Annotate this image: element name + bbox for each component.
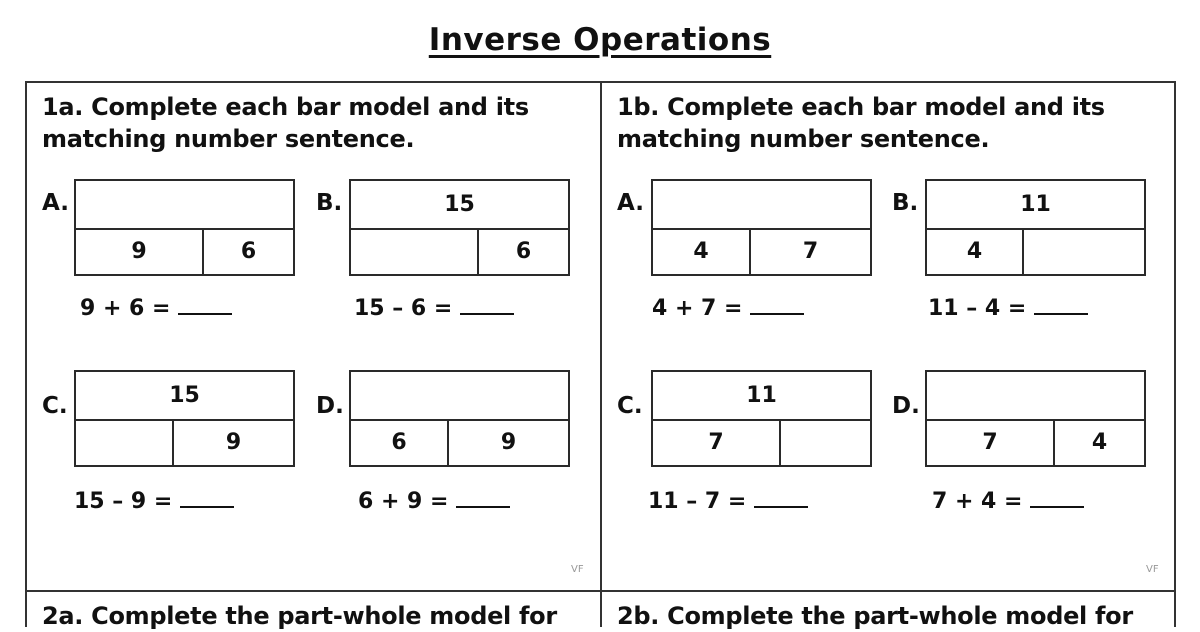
bar-part-cell[interactable]: 9 [131,238,147,264]
answer-blank[interactable] [750,299,804,315]
number-sentence: 11 – 7 = [648,489,808,514]
grid-center-divider [600,81,602,627]
bar-model [925,179,1146,276]
question-text-2a: 2a. Complete the part-whole model for [42,602,557,630]
bar-part-cell[interactable]: 6 [391,429,407,455]
model-letter: D. [892,393,920,419]
bar-whole-cell[interactable]: 11 [1020,192,1051,217]
bar-part-cell[interactable]: 7 [749,228,870,274]
bar-whole-cell[interactable] [351,372,568,419]
answer-blank[interactable] [180,492,234,508]
page-title: Inverse Operations [428,22,772,58]
model-letter: A. [617,190,644,216]
bar-model [925,370,1146,467]
question-text: 1a. Complete each bar model and its matching number sentence. [42,93,529,153]
vf-mark: VF [1146,564,1159,575]
model-letter: D. [316,393,344,419]
bar-part-cell[interactable]: 4 [693,238,709,264]
bar-model [74,179,295,276]
bar-part-cell[interactable] [351,228,477,274]
answer-blank[interactable] [456,492,510,508]
model-letter: B. [316,190,343,216]
bar-whole-cell[interactable]: 15 [444,192,475,217]
bar-part-cell[interactable]: 4 [1053,419,1144,465]
answer-blank[interactable] [1030,492,1084,508]
bar-part-cell[interactable]: 6 [477,228,568,274]
bar-part-cell[interactable]: 4 [966,238,983,264]
number-sentence: 7 + 4 = [932,489,1084,514]
answer-blank[interactable] [1034,299,1088,315]
model-letter: A. [42,190,69,216]
grid-row-divider [25,590,1176,592]
bar-model [349,179,570,276]
number-sentence: 15 – 6 = [354,296,514,321]
bar-part-cell[interactable]: 6 [202,228,293,274]
bar-model [74,370,295,467]
bar-whole-cell[interactable] [653,181,870,228]
number-sentence: 6 + 9 = [358,489,510,514]
number-sentence: 15 – 9 = [74,489,234,514]
bar-part-cell[interactable] [76,419,172,465]
model-letter: B. [892,190,919,216]
question-text: 1b. Complete each bar model and its matching number sentence. [617,93,1105,153]
bar-whole-cell[interactable]: 11 [746,383,777,408]
bar-model [349,370,570,467]
bar-part-cell[interactable]: 9 [172,419,293,465]
bar-part-cell[interactable] [1022,228,1144,274]
grid-right-border [1174,81,1176,627]
model-letter: C. [617,393,643,419]
answer-blank[interactable] [754,492,808,508]
question-text-2b: 2b. Complete the part-whole model for [617,602,1133,630]
bar-whole-cell[interactable]: 15 [169,383,200,408]
bar-part-cell[interactable]: 9 [447,419,568,465]
bar-part-cell[interactable]: 7 [708,429,724,455]
number-sentence: 11 – 4 = [928,296,1088,321]
model-letter: C. [42,393,68,419]
bar-part-cell[interactable] [779,419,870,465]
bar-whole-cell[interactable] [76,181,293,228]
bar-part-cell[interactable]: 7 [982,429,998,455]
bar-model [651,179,872,276]
grid-left-border [25,81,27,627]
vf-mark: VF [571,564,584,575]
bar-model [651,370,872,467]
number-sentence: 4 + 7 = [652,296,804,321]
number-sentence: 9 + 6 = [80,296,232,321]
answer-blank[interactable] [460,299,514,315]
bar-whole-cell[interactable] [927,372,1144,419]
answer-blank[interactable] [178,299,232,315]
